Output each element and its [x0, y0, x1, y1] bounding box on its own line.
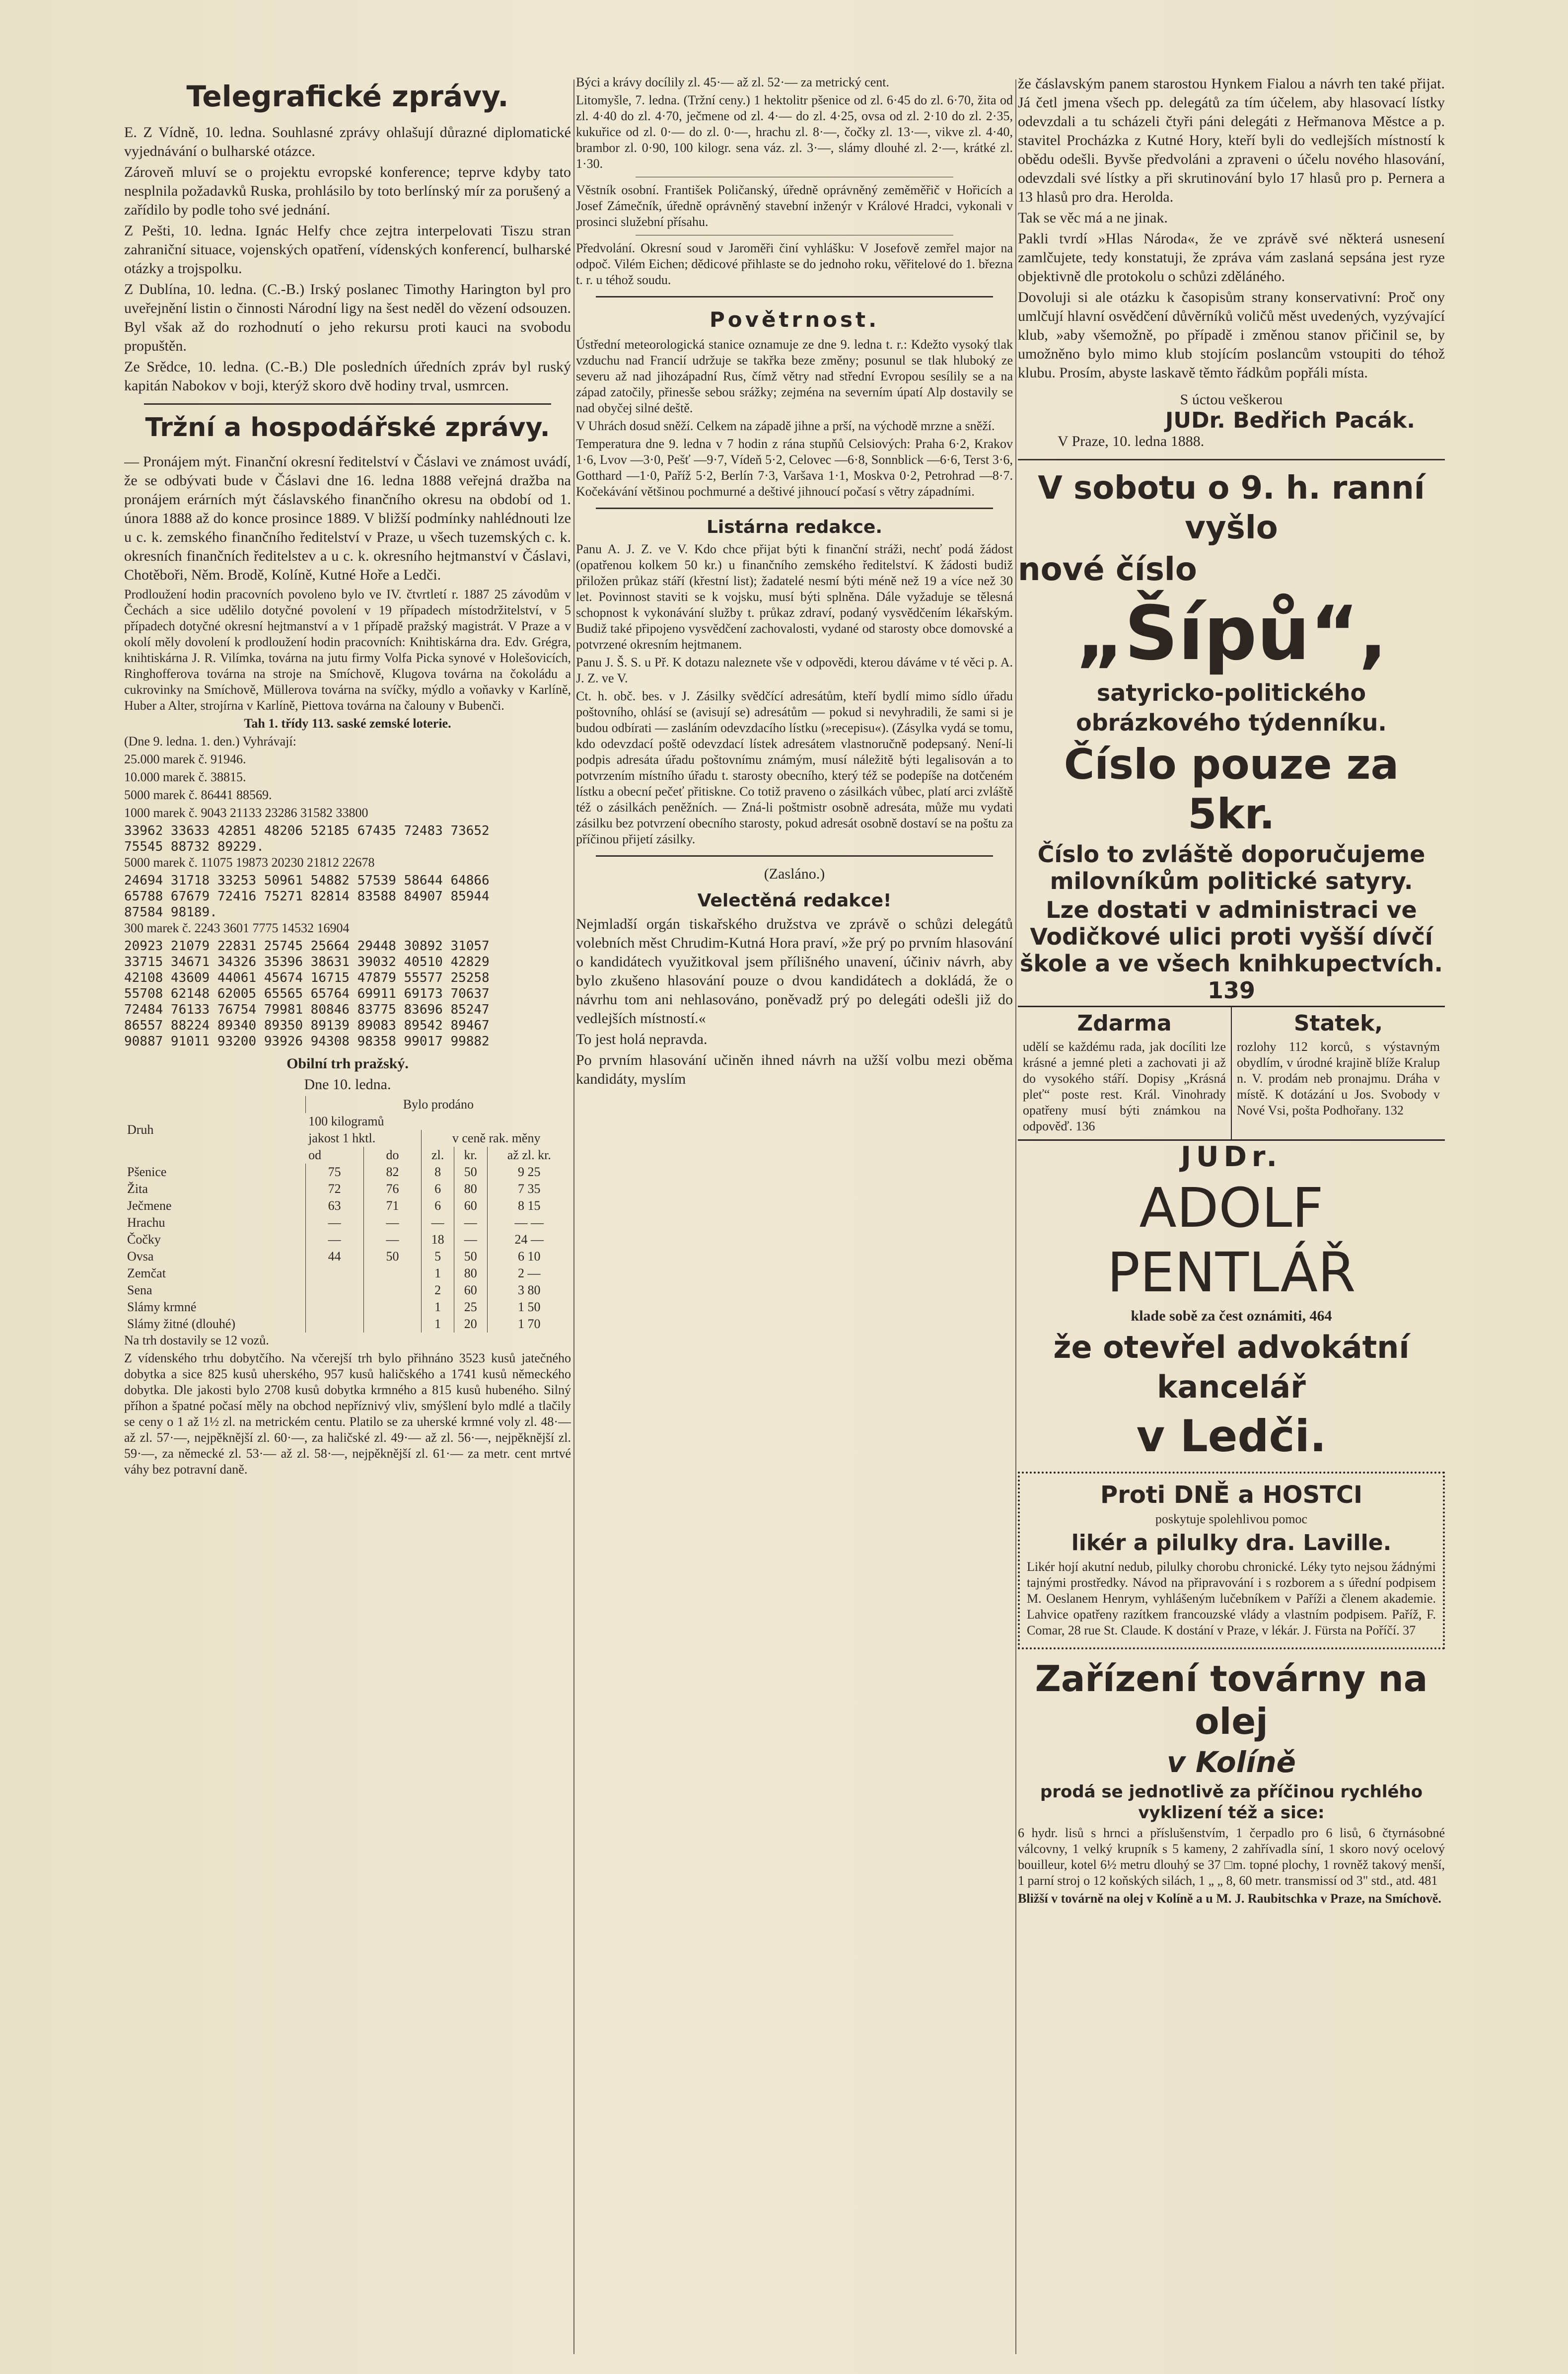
lottery-25000: 25.000 marek č. 91946.: [124, 752, 246, 766]
table-cell: 1: [422, 1265, 454, 1282]
table-cell: [305, 1316, 363, 1333]
ad-factory-items: 6 hydr. lisů s hrnci a příslušenstvím, 1 čerpadlo pro 6 lisů, 6 čtyrnásobné válcovny, 1 velký krupník s 5 kameny, 2 zahřívadla síní, 1 skoro nový ocelový bouilleur, kotel 6½ metru dlouhý se 37 □m. topné plochy, 1 rovněž takový menší, 1 parní stroj o 12 koňských silách, 1 „ „ 8, 60 metr. transmissí od 3" std., atd. 481: [1018, 1826, 1445, 1888]
mailbox-heading: Listárna redakce.: [706, 517, 883, 537]
table-row: [124, 1231, 571, 1248]
letter-signature: JUDr. Bedřich Pacák.: [1165, 408, 1415, 433]
mailbox-reply-3: Ct. h. obč. bes. v J. Zásilky svědčící adresátům, kteří bydlí mimo sídlo úřadu poštovního, ohlásí se (avisují se) adresátům — pokud si nevyhradili, že sami si je budou odbírati — zasláním odevzdacího lístku (»recepisu«). (Zásylka vydá se tomu, kdo odevzdací poště odevzdací lístek adresátem vlastnoručně podepsaný. Není-li podpis adresáta úřadu poštovnímu známým, musí náležitě býti legalisován a to potvrzením místního úřadu t. starosty obecního, který též se podepíše na dotčeném lístku a obecní pečeť přitiskne. Co totiž praveno o zásilkách vůbec, platí arci zvláště též o zásilkách peněžních. — Zná-li poštmistr osobně adresáta, může mu vydati zásilku bez potvrzení obecního starosty, pokud adresát osobně dostaví se na poštu za příčinou přijetí zásilky.: [576, 689, 1013, 846]
table-cell: 75: [305, 1164, 363, 1181]
ad-sipy-price: Číslo pouze za 5kr.: [1064, 740, 1399, 838]
letter-cont-4: Dovoluji si ale otázku k časopisům strany konservativní: Proč ony umlčují hlavní osvědčení důvěrníků voličů měst uvedených, vyzývající klub, »aby všemožně, po případě i změnou stanov přičinil se, by umožněno bylo mimo klub stojícím poslancům vstoupiti do téhož klubu. Prosím, abyste laskavě těmto řádkům popřáli místa.: [1018, 289, 1445, 381]
table-cell: [363, 1265, 422, 1282]
table-cell: Slámy žitné (dlouhé): [127, 1317, 236, 1331]
ad-factory-contact: Bližší v továrně na olej v Kolíně a u M. J. Raubitschka v Praze, na Smíchově.: [1018, 1891, 1441, 1906]
ad-factory-sell: prodá se jednotlivě za příčinou rychlého vyklizení též a sice:: [1040, 1782, 1423, 1823]
divider: [144, 403, 551, 405]
table-cell: Čočky: [127, 1232, 161, 1247]
table-cell: —: [305, 1214, 363, 1231]
table-cell: Ječmene: [127, 1198, 172, 1213]
lottery-1000: 1000 marek č. 9043 21133 23286 31582 33800: [124, 806, 368, 820]
mailbox-reply-1: Panu A. J. Z. ve V. Kdo chce přijat býti k finanční stráži, nechť podá žádost (opatřenou kolkem 50 kr.) u finančního zemského ředitelství. K žádosti budiž přiložen průkaz stáří (křestní list); žadatelé nesmí býti méně než 19 a více než 30 let. Povinnost staviti se k vojsku, musí býti splněna. Dále vyžaduje se tělesná schopnost k vykonávání služby t. průkaz zdraví, podaný vysvědčením lékařským. Budiž také připojeno vysvědčení zachovalosti, vydané od starosty obce domovské a potvrzené okresním hejtmanem.: [576, 542, 1013, 652]
table-cell: 80: [454, 1265, 487, 1282]
table-cell: 1: [422, 1299, 454, 1316]
table-cell: 3 80: [487, 1282, 571, 1299]
ad-zdarma-title: Zdarma: [1077, 1011, 1172, 1036]
grain-date: Dne 10. ledna.: [304, 1076, 391, 1093]
table-cell: 50: [454, 1248, 487, 1265]
column-rule: [1015, 79, 1016, 2354]
table-cell: 71: [363, 1197, 422, 1214]
th-kr: kr.: [454, 1147, 487, 1164]
weather-text-3: Temperatura dne 9. ledna v 7 hodin z rána stupňů Celsiových: Praha 6·2, Krakov 1·6, Lvov —3·0, Pešť —9·7, Vídeň 5·2, Celovec —6·8, Sonnblick —6·6, Terst 3·6, Gotthard —1·0, Paříž 5·2, Berlín 7·3, Varšava 1·1, Moskva 0·2, Petrohrad —8·7. Kočekávání většinou pochmurné a deštivé jihnoucí počasí s větry západními.: [576, 437, 1013, 499]
ad-laville-text: Likér hojí akutní nedub, pilulky chorobu chronické. Léky tyto nejsou žádnými tajnými prostředky. Návod na připravování i s rozborem a s úřední podpisem M. Oeslanem Henrym, vyhlášeným lučebníkem v Paříži a členem akademie. Lahvice opatřeny razítkem francouzské vlády a vlastním podpisem. Paříž, F. Comar, 28 rue St. Claude. K dostání v Praze, v lékár. J. Fürsta na Poříčí. 37: [1027, 1559, 1436, 1637]
zaslano-label: (Zasláno.): [764, 866, 825, 882]
table-row: [124, 1299, 571, 1316]
summons: Předvolání. Okresní soud v Jaroměři činí vyhlášku: V Josefově zemřel major na odpoč. Vilém Eichen; dědicové přihlaste se do jednoho roku, věřitelové do 1. března t. r. u téhož soudu.: [576, 241, 1013, 287]
ad-zdarma-text: udělí se každému rada, jak docíliti lze krásné a jemné pleti a zachovati ji až do vysokého stáří. Dopisy „Krásná pleť“ poste rest. Král. Vinohrady opatřeny musí býti známkou na odpověď. 136: [1023, 1039, 1226, 1133]
table-cell: 1: [422, 1316, 454, 1333]
lottery-5000b: 5000 marek č. 11075 19873 20230 21812 22678: [124, 855, 375, 870]
table-cell: 63: [305, 1197, 363, 1214]
table-cell: 6: [422, 1181, 454, 1197]
table-cell: 44: [305, 1248, 363, 1265]
table-cell: 72: [305, 1181, 363, 1197]
grain-table: [124, 1096, 571, 1333]
table-cell: Sena: [127, 1283, 152, 1297]
telegram-vienna-2: Zároveň mluví se o projektu evropské konference; teprve kdyby tato nesplnila požadavků Ruska, prohlásilo by toto berlínský mír za porušený a zařídilo by podle toho své jednání.: [124, 164, 571, 218]
ad-statek: [1232, 1007, 1445, 1139]
table-cell: 18: [422, 1231, 454, 1248]
grain-note: Na trh dostavily se 12 vozů.: [124, 1333, 269, 1347]
telegram-pest: Z Pešti, 10. ledna. Ignác Helfy chce zejtra interpelovati Tiszu stran zahraniční situace, vojenských opatření, vídenských konferencí, bulharské otázky a trojspolku.: [124, 223, 571, 277]
table-cell: Ovsa: [127, 1249, 154, 1263]
table-cell: —: [454, 1214, 487, 1231]
ad-statek-title: Statek,: [1293, 1011, 1383, 1036]
table-cell: Zemčat: [127, 1266, 166, 1280]
table-cell: 60: [454, 1197, 487, 1214]
table-cell: 60: [454, 1282, 487, 1299]
letter-cont-2: Tak se věc má a ne jinak.: [1018, 210, 1168, 226]
letter-regards: S úctou veškerou: [1180, 391, 1283, 408]
ad-pentlar-announce: klade sobě za čest oznámiti, 464: [1131, 1308, 1332, 1324]
th-quality: jakost 1 hktl.: [308, 1131, 376, 1145]
telegram-dublin: Z Dublína, 10. ledna. (C.-B.) Irský poslanec Timothy Harington byl pro uveřejnění listin o činnosti Národní ligy na šest neděl do vězení odsouzen. Byl však až do rozhodnutí o jeho rekursu proti kauci na svobodu propuštěn.: [124, 281, 571, 354]
litomysl-market: Litomyšle, 7. ledna. (Tržní ceny.) 1 hektolitr pšenice od zl. 6·45 do zl. 6·70, žita od zl. 4·40 do zl. 4·70, ječmene od zl. 4·— do zl. 4·25, ovsa od zl. 2·10 do zl. 2·35, kukuřice od zl. 0·— do zl. 0·—, hrachu zl. 8·—, čočky zl. 13·—, vikve zl. 4·40, brambor zl. 0·90, 100 kilogr. sena váz. zl. 3·—, slámy dlouhé zl. 2·—, krátké zl. 1·30.: [576, 93, 1013, 171]
table-cell: —: [363, 1214, 422, 1231]
table-cell: 1 50: [487, 1299, 571, 1316]
table-cell: 9 25: [487, 1164, 571, 1181]
lottery-heading: Tah 1. třídy 113. saské zemské loterie.: [244, 716, 451, 731]
ad-pentlar-title: JUDr.: [1181, 1141, 1282, 1173]
table-cell: 8: [422, 1164, 454, 1181]
mailbox-reply-2: Panu J. Š. S. u Př. K dotazu naleznete vše v odpovědi, kterou dáváme v té věci p. A. J. Z. ve V.: [576, 655, 1013, 685]
table-cell: 50: [454, 1164, 487, 1181]
grain-heading: Obilní trh pražský.: [286, 1055, 409, 1072]
ad-factory-title: Zařízení továrny na olej: [1035, 1658, 1428, 1742]
ad-pentlar-office: že otevřel advokátní kancelář: [1053, 1329, 1410, 1405]
ad-sipy-line1: V sobotu o 9. h. ranní vyšlo: [1038, 470, 1425, 546]
table-cell: 1 70: [487, 1316, 571, 1333]
telegram-sredec: Ze Srědce, 10. ledna. (C.-B.) Dle posledních úředních zpráv byl ruský kapitán Nabokov v boji, kterýž skoro dvě hodiny trval, usmrcen.: [124, 359, 571, 394]
table-cell: [305, 1282, 363, 1299]
weather-heading: Povětrnost.: [709, 307, 880, 332]
table-row: [124, 1282, 571, 1299]
ad-sipy-note: Číslo to zvláště doporučujeme milovníkům politické satyry.: [1037, 841, 1425, 894]
telegrams-section: [124, 123, 571, 395]
table-cell: Hrachu: [127, 1215, 165, 1230]
table-cell: —: [363, 1231, 422, 1248]
ad-laville-title: Proti DNĚ a HOSTCI: [1100, 1481, 1362, 1509]
table-cell: —: [454, 1231, 487, 1248]
th-az: až zl. kr.: [487, 1147, 571, 1164]
weather-text-2: V Uhrách dosud sněží. Celkem na západě jihne a prší, na východě mrzne a sněží.: [576, 419, 995, 433]
th-sold: Bylo prodáno: [305, 1096, 571, 1113]
ad-factory-place: v Kolíně: [1166, 1745, 1296, 1779]
ad-statek-text: rozlohy 112 korců, s výstavným obydlím, v úrodné krajině blíže Kralup n. V. prodám neb pronajmu. Dráha v místě. K dotázání u Jos. Svobody v Nové Vsi, pošta Podhořany. 132: [1237, 1039, 1440, 1117]
cattle-market: Z vídenského trhu dobytčího. Na včerejší trh bylo přihnáno 3523 kusů jatečného dobytka a sice 825 kusů uherského, 957 kusů haličského a 1741 kusů německého dobytka. Dle jakosti bylo 2708 kusů dobytka krmného a 815 kusů hubeného. Silný příhon a špatné počasí měly na obchod nepříznivý vliv, smýšlení bylo mdlé a tlačily se ceny o 1 až 1½ zl. na metrickém centu. Platilo se za uherské krmné voly zl. 48·— až zl. 57·—, nejpěknější zl. 60·—, za haličské zl. 49·— až zl. 56·—, nejpěknější zl. 59·—, za německé zl. 53·— až zl. 58·—, nejpěknější zl. 61·— za metr. cent mrtvé váhy bez potravní daně.: [124, 1351, 571, 1477]
table-cell: [363, 1299, 422, 1316]
ad-sipy-line2: nové číslo: [1018, 551, 1197, 588]
table-cell: 76: [363, 1181, 422, 1197]
letter-cont-3: Pakli tvrdí »Hlas Národa«, že ve zprávě své některá usnesení zamlčujete, tedy konstatuji, že zpráva vám zaslaná sepsána jest ryze objektivně dle protokolu o schůzi zděláného.: [1018, 230, 1445, 285]
lottery-date: (Dne 9. ledna. 1. den.) Vyhrávají:: [124, 734, 296, 748]
market-hours: Prodloužení hodin pracovních povoleno bylo ve IV. čtvrtletí r. 1887 25 závodům v Čechách a sice udělilo dotyčné povolení v 19 případech místodržitelství, v 5 případech dotyčné okresní hejtmanství a v 1 případě pražský magistrát. V Praze a v okolí měly dovolení k prodloužení hodin pracovních: Knihtiskárna dra. Edv. Grégra, knihtiskárna J. R. Vilímka, továrna na jutu firmy Volfa Picka synové v Holešovicích, Ringhofferova továrna na stroje na Smíchově, Klugova továrna na čokoládu a cukrovinky na Smíchově, Müllerova továrna na svíčky, mýdlo a voňavky v Karlíně, Huber a Alter, strojírna v Karlíně, Piettova továrna na čalouny v Bubenči.: [124, 587, 571, 713]
telegram-vienna: E. Z Vídně, 10. ledna. Souhlasné zprávy ohlašují důrazné diplomatické vyjednávání o bulharské otázce.: [124, 124, 571, 159]
table-row: [124, 1164, 571, 1181]
table-cell: 7 35: [487, 1181, 571, 1197]
market-lease: — Pronájem mýt. Finanční okresní ředitelství v Čáslavi ve známost uvádí, že se odbývati bude v Čáslavi dne 16. ledna 1888 veřejná dražba na pronájem erárních mýt čáslavského finančního okresu na období od 1. února 1888 až do konce prosince 1889. V bližší podmínky nahlédnouti lze u c. k. zemského finančního ředitelství v Praze, u všech tuzemských c. k. okresních finančních ředitelstev a u c. k. okresního hejtmanství v Čáslavi, Chotěboři, Něm. Brodě, Kolíně, Kutné Hoře a Ledči.: [124, 453, 571, 583]
lottery-numbers-1000: 33962 33633 42851 48206 52185 67435 72483 73652 75545 88732 89229.: [124, 823, 490, 854]
table-cell: 8 15: [487, 1197, 571, 1214]
ad-pentlar: [1018, 1141, 1445, 1464]
table-cell: 5: [422, 1248, 454, 1265]
table-cell: [363, 1316, 422, 1333]
lottery-300: 300 marek č. 2243 3601 7775 14532 16904: [124, 921, 350, 935]
table-row: [124, 1265, 571, 1282]
ad-zdarma: [1018, 1007, 1232, 1139]
ad-sipy: [1018, 468, 1445, 1004]
letter-date: V Praze, 10. ledna 1888.: [1058, 433, 1205, 449]
weather-text-1: Ústřední meteorologická stanice oznamuje ze dne 9. ledna t. r.: Kdežto vysoký tlak vzduchu nad Francií udržuje se takřka beze změny; posunul se tlak hluboký ze severu až nad jihozápadní Rus, čímž větry nad střední Evropou sesílily se a na západ zatočily, přinesše sebou srážky; zejména na severním úpatí Alp dostavily se nad obyčej silné deště.: [576, 337, 1013, 415]
table-row: [124, 1181, 571, 1197]
th-100kg: 100 kilogramů: [308, 1114, 384, 1128]
table-cell: Pšenice: [127, 1165, 167, 1179]
table-row: [124, 1316, 571, 1333]
table-cell: 24 —: [487, 1231, 571, 1248]
lottery-10000: 10.000 marek č. 38815.: [124, 770, 246, 784]
table-cell: 2 —: [487, 1265, 571, 1282]
table-cell: —: [422, 1214, 454, 1231]
column-2: [576, 74, 1013, 2359]
letter-text-1: Nejmladší orgán tiskařského družstva ve zprávě o schůzi delegátů volebních měst Chrudim-Kutná Hora praví, »že prý po prvním hlasování o kandidátech využitkoval jsem přílišného unavení, účiniv návrh, aby bylo zkušeno hlasování pouze o dvou kandidátech a dokládá, že o návrhu tom ani nehlasováno, poněvadž prý po delegáti odešli již do vedlejších místností.«: [576, 916, 1013, 1027]
table-cell: 2: [422, 1282, 454, 1299]
lottery-numbers-300: 20923 21079 22831 25745 25664 29448 30892 31057 33715 34671 34326 35396 38631 39032 40510 42829 42108 43609 44061 45674 16715 47879 55577 25258 55708 62148 62005 65565 65764 69911 69173 70637 72484 76133 76754 79981 80846 83775 83696 85247 86557 88224 89340 89350 89139 89083 89542 89467 90887 91011 93200 93926 94308 98358 99017 99882: [124, 939, 490, 1049]
letter-text-2: To jest holá nepravda.: [576, 1031, 708, 1047]
table-row: [124, 1197, 571, 1214]
table-cell: [305, 1265, 363, 1282]
table-cell: —: [305, 1231, 363, 1248]
th-od: od: [308, 1148, 322, 1162]
telegrams-heading: Telegrafické zprávy.: [186, 79, 509, 113]
table-cell: Slámy krmné: [127, 1300, 197, 1314]
ad-sipy-title: „Šípů“,: [1075, 591, 1387, 677]
table-cell: 25: [454, 1299, 487, 1316]
table-cell: 6 10: [487, 1248, 571, 1265]
ad-factory: [1018, 1657, 1445, 1907]
small-ads: [1018, 1006, 1445, 1141]
table-cell: 6: [422, 1197, 454, 1214]
column-rule: [573, 79, 574, 2354]
letter-text-3: Po prvním hlasování učiněn ihned návrh na užší volbu mezi oběma kandidáty, myslím: [576, 1052, 1013, 1087]
ad-laville: [1018, 1472, 1445, 1649]
ad-sipy-where: Lze dostati v administraci ve Vodičkové ulici proti vyšší dívčí škole a ve všech knihkupectvích. 139: [1020, 896, 1443, 1004]
table-row: [124, 1248, 571, 1265]
table-cell: 20: [454, 1316, 487, 1333]
table-cell: [363, 1282, 422, 1299]
table-cell: 82: [363, 1164, 422, 1181]
table-cell: 80: [454, 1181, 487, 1197]
column-3: [1018, 74, 1445, 2359]
column-1: [124, 74, 571, 2359]
cattle-cont: Býci a krávy docílily zl. 45·— až zl. 52·— za metrický cent.: [576, 75, 889, 89]
ad-laville-product: likér a pilulky dra. Laville.: [1071, 1530, 1392, 1556]
lottery-numbers-5000: 24694 31718 33253 50961 54882 57539 58644 64866 65788 67679 72416 75271 82814 83588 84907 85944 87584 98189.: [124, 873, 490, 920]
ad-pentlar-name: ADOLF PENTLÁŘ: [1107, 1176, 1356, 1304]
table-row: [124, 1214, 571, 1231]
letter-cont-1: že čáslavským panem starostou Hynkem Fialou a návrh ten také přijat. Já četl jmena všech pp. delegátů za tím účelem, aby hlasovací lístky odevzdali a tu scházeli čtyři páni delegáti z Heřmanova Městce a p. stavitel Procházka z Kutné Hory, kteří byli do vedlejších místností k obědu odešli. Byvše předvoláni a zpraveni o účelu nového hlasování, odevzdali své lístky a při skrutinování bylo 17 hlasů pro p. Pernera a 13 hlasů pro dra. Herolda.: [1018, 75, 1445, 205]
personal-news: Věstník osobní. František Poličanský, úředně oprávněný zeměměřič v Hořicích a Josef Zámečník, úředně oprávněný stavební inženýr v Králové Hradci, vykonali v prosinci služební přísahu.: [576, 183, 1013, 229]
th-do: do: [363, 1147, 422, 1164]
letter-salutation: Velectěná redakce!: [697, 890, 892, 911]
lottery-5000: 5000 marek č. 86441 88569.: [124, 788, 272, 802]
th-druh: Druh: [127, 1122, 154, 1137]
ad-pentlar-place: v Ledči.: [1136, 1410, 1327, 1462]
ad-laville-sub: poskytuje spolehlivou pomoc: [1155, 1512, 1308, 1526]
table-cell: — —: [487, 1214, 571, 1231]
th-zl: zl.: [422, 1147, 454, 1164]
ad-sipy-subtitle: satyricko-politického obrázkového týdenníku.: [1076, 679, 1387, 736]
th-price: v ceně rak. měny: [422, 1130, 571, 1147]
table-cell: [305, 1299, 363, 1316]
market-heading: Tržní a hospodářské zprávy.: [145, 413, 550, 443]
table-cell: 50: [363, 1248, 422, 1265]
table-cell: Žita: [127, 1182, 148, 1196]
